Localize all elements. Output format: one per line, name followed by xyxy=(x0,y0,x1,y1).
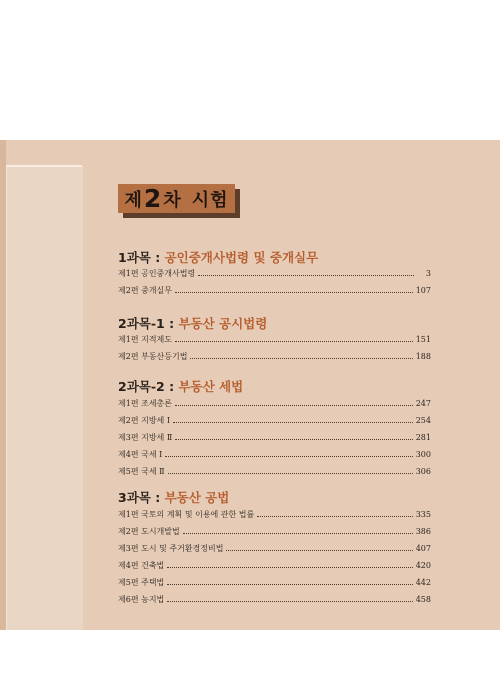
section-course: 1과목 : xyxy=(118,250,165,265)
toc-entry-label: 제5편 주택법 xyxy=(118,578,165,587)
toc-entry-page: 281 xyxy=(415,433,431,442)
section-subject: 공인중개사법령 및 중개실무 xyxy=(164,250,319,265)
dot-leader xyxy=(175,341,413,342)
chapter-prefix: 제 xyxy=(124,189,143,211)
toc-entry-page: 188 xyxy=(415,352,431,361)
toc-list-1 xyxy=(118,268,431,302)
toc-entry[interactable] xyxy=(118,594,431,611)
dot-leader xyxy=(183,533,413,534)
toc-entry-page: 458 xyxy=(415,595,431,604)
toc-entry-label: 제1편 조세총론 xyxy=(118,399,173,408)
chapter-badge xyxy=(118,184,235,213)
toc-entry[interactable] xyxy=(118,466,431,483)
toc-entry[interactable] xyxy=(118,577,431,594)
dot-leader xyxy=(198,275,414,276)
toc-entry[interactable] xyxy=(118,560,431,577)
toc-entry-label: 제2편 중개실무 xyxy=(118,286,173,295)
dot-leader xyxy=(257,516,412,517)
dot-leader xyxy=(226,550,412,551)
section-subject: 부동산 공법 xyxy=(164,490,230,505)
dot-leader xyxy=(168,473,413,474)
side-panel-divider xyxy=(6,165,82,167)
chapter-badge-box xyxy=(118,184,235,213)
toc-entry[interactable] xyxy=(118,509,431,526)
toc-entry-page: 442 xyxy=(415,578,431,587)
toc-entry-label: 제4편 국세 Ⅰ xyxy=(118,450,163,459)
toc-entry-label: 제1편 지적제도 xyxy=(118,335,173,344)
dot-leader xyxy=(190,358,412,359)
dot-leader xyxy=(175,405,413,406)
toc-entry[interactable] xyxy=(118,398,431,415)
toc-list-2 xyxy=(118,334,431,368)
toc-entry-page: 306 xyxy=(415,467,431,476)
side-panel xyxy=(6,166,83,630)
toc-entry[interactable] xyxy=(118,543,431,560)
toc-entry[interactable] xyxy=(118,526,431,543)
toc-entry-page: 386 xyxy=(415,527,431,536)
toc-entry-page: 300 xyxy=(415,450,431,459)
section-subject: 부동산 세법 xyxy=(178,379,244,394)
toc-entry-page: 151 xyxy=(415,335,431,344)
section-subject: 부동산 공시법령 xyxy=(178,316,268,331)
toc-entry[interactable] xyxy=(118,415,431,432)
toc-entry[interactable] xyxy=(118,334,431,351)
toc-entry[interactable] xyxy=(118,268,431,285)
toc-entry-page: 407 xyxy=(415,544,431,553)
toc-entry-page: 420 xyxy=(415,561,431,570)
toc-entry[interactable] xyxy=(118,449,431,466)
dot-leader xyxy=(167,584,412,585)
dot-leader xyxy=(165,456,412,457)
toc-entry-label: 제3편 도시 및 주거환경정비법 xyxy=(118,544,224,553)
section-title-1 xyxy=(118,248,318,266)
toc-entry-label: 제5편 국세 Ⅱ xyxy=(118,467,165,476)
dot-leader xyxy=(167,567,412,568)
toc-entry-page: 107 xyxy=(415,286,431,295)
toc-entry-label: 제2편 부동산등기법 xyxy=(118,352,188,361)
chapter-word: 시험 xyxy=(191,189,229,211)
toc-entry-page: 247 xyxy=(415,399,431,408)
toc-entry-label: 제3편 지방세 Ⅱ xyxy=(118,433,173,442)
toc-list-3 xyxy=(118,398,431,483)
section-course: 2과목-2 : xyxy=(118,379,179,394)
chapter-suffix: 차 xyxy=(163,189,182,211)
section-course: 3과목 : xyxy=(118,490,165,505)
toc-entry-label: 제2편 지방세 Ⅰ xyxy=(118,416,170,425)
section-title-3 xyxy=(118,377,243,395)
toc-list-4 xyxy=(118,509,431,611)
toc-entry-page: 335 xyxy=(415,510,431,519)
toc-entry[interactable] xyxy=(118,285,431,302)
toc-entry[interactable] xyxy=(118,432,431,449)
toc-entry-label: 제1편 공인중개사법령 xyxy=(118,269,196,278)
section-title-2 xyxy=(118,314,267,332)
dot-leader xyxy=(167,601,412,602)
chapter-number: 2 xyxy=(143,184,163,213)
toc-entry-label: 제1편 국토의 계획 및 이용에 관한 법률 xyxy=(118,510,255,519)
dot-leader xyxy=(175,439,412,440)
toc-entry-label: 제4편 건축법 xyxy=(118,561,165,570)
dot-leader xyxy=(175,292,413,293)
toc-entry-label: 제6편 농지법 xyxy=(118,595,165,604)
toc-entry-label: 제2편 도시개발법 xyxy=(118,527,180,536)
toc-entry-page: 254 xyxy=(415,416,431,425)
toc-entry-page: 3 xyxy=(425,269,431,278)
dot-leader xyxy=(173,422,413,423)
section-course: 2과목-1 : xyxy=(118,316,179,331)
section-title-4 xyxy=(118,488,229,506)
toc-entry[interactable] xyxy=(118,351,431,368)
